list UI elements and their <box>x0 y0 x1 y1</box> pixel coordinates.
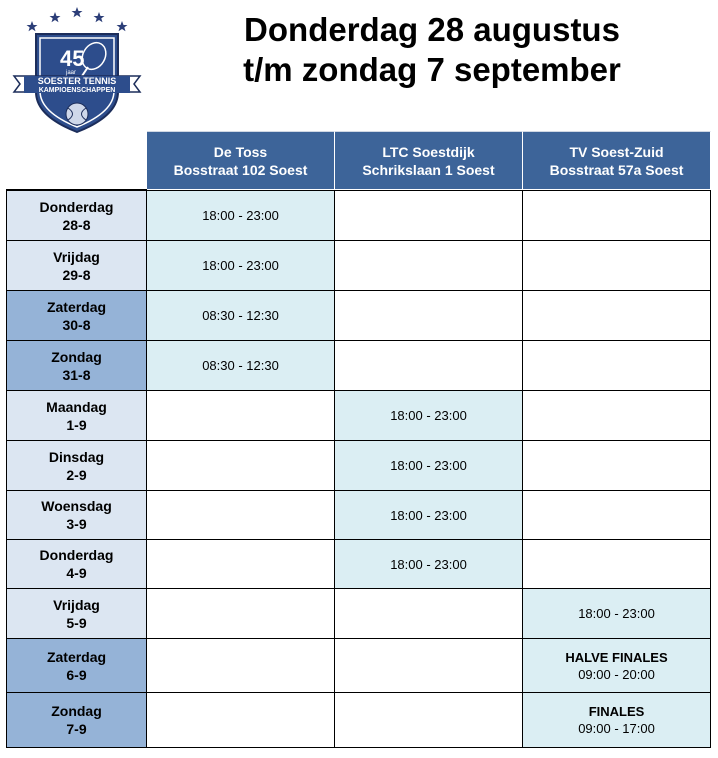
venue-header <box>147 131 335 190</box>
day-date: 30-8 <box>62 316 91 333</box>
empty-cell <box>523 491 711 540</box>
empty-cell <box>147 639 335 693</box>
venue-header <box>523 131 711 190</box>
day-name: Zondag <box>51 703 102 719</box>
day-name: Zaterdag <box>46 648 107 665</box>
empty-cell <box>335 693 523 748</box>
day-name: Woensdag <box>41 498 112 514</box>
day-date: 7-9 <box>66 721 87 737</box>
day-name: Vrijdag <box>53 248 100 265</box>
table-row <box>6 391 711 441</box>
day-date: 1-9 <box>66 416 87 433</box>
table-row <box>6 190 711 241</box>
empty-cell <box>147 693 335 748</box>
time-slot-cell <box>335 441 523 491</box>
time-range: 09:00 - 17:00 <box>578 721 655 736</box>
time-slot-cell <box>147 291 335 341</box>
day-date: 31-8 <box>62 366 91 383</box>
time-slot-cell <box>523 639 711 693</box>
empty-cell <box>523 341 711 391</box>
time-slot-cell <box>335 391 523 441</box>
empty-cell <box>523 291 711 341</box>
time-range: 08:30 - 12:30 <box>202 308 279 323</box>
empty-cell <box>335 341 523 391</box>
day-cell <box>6 491 147 540</box>
day-name: Dinsdag <box>48 448 105 465</box>
venue-address: Bosstraat 102 Soest <box>173 161 308 178</box>
day-date: 4-9 <box>66 565 87 581</box>
day-cell <box>6 190 147 241</box>
time-range: 18:00 - 23:00 <box>390 556 467 572</box>
day-name: Vrijdag <box>53 596 100 613</box>
day-cell <box>6 391 147 441</box>
day-date: 3-9 <box>66 516 87 532</box>
time-slot-cell <box>335 491 523 540</box>
time-range: 18:00 - 23:00 <box>202 208 279 223</box>
day-date: 29-8 <box>62 266 91 283</box>
empty-cell <box>147 441 335 491</box>
day-cell <box>6 693 147 748</box>
empty-cell <box>335 639 523 693</box>
time-range: 18:00 - 23:00 <box>390 458 467 473</box>
table-row <box>6 491 711 540</box>
venue-address: Schrikslaan 1 Soest <box>362 161 495 178</box>
svg-text:jaar: jaar <box>66 70 77 76</box>
empty-cell <box>523 241 711 291</box>
venue-name: De Toss <box>213 143 268 160</box>
table-row <box>6 693 711 748</box>
empty-cell <box>523 190 711 241</box>
day-date: 28-8 <box>62 216 91 233</box>
empty-cell <box>147 391 335 441</box>
day-name: Zaterdag <box>46 298 107 315</box>
time-range: 18:00 - 23:00 <box>390 408 467 423</box>
tournament-logo <box>10 4 144 136</box>
day-cell <box>6 441 147 491</box>
title-line-2: t/m zondag 7 september <box>243 51 621 88</box>
empty-cell <box>147 491 335 540</box>
empty-cell <box>523 391 711 441</box>
star-icons <box>27 7 128 31</box>
day-cell <box>6 639 147 693</box>
day-cell <box>6 341 147 391</box>
venue-name: TV Soest-Zuid <box>569 143 664 160</box>
day-name: Maandag <box>46 398 107 415</box>
empty-cell <box>147 589 335 639</box>
time-slot-cell <box>147 241 335 291</box>
page-title <box>152 10 712 90</box>
time-slot-cell <box>523 693 711 748</box>
table-row <box>6 441 711 491</box>
venue-name: LTC Soestdijk <box>382 143 475 160</box>
time-range: 09:00 - 20:00 <box>578 666 655 682</box>
time-range: 18:00 - 23:00 <box>578 606 655 621</box>
day-cell <box>6 241 147 291</box>
table-row <box>6 540 711 589</box>
day-name: Donderdag <box>39 198 114 215</box>
round-label: HALVE FINALES <box>565 649 668 665</box>
time-slot-cell <box>335 540 523 589</box>
empty-cell <box>335 291 523 341</box>
header-corner <box>6 131 147 190</box>
time-range: 18:00 - 23:00 <box>202 258 279 273</box>
time-slot-cell <box>147 190 335 241</box>
day-cell <box>6 589 147 639</box>
table-row <box>6 639 711 693</box>
table-header-row <box>6 131 711 190</box>
empty-cell <box>523 441 711 491</box>
svg-text:SOESTER TENNIS: SOESTER TENNIS <box>37 76 117 86</box>
empty-cell <box>147 540 335 589</box>
day-name: Zondag <box>51 348 102 365</box>
table-row <box>6 341 711 391</box>
empty-cell <box>335 241 523 291</box>
day-date: 5-9 <box>66 614 87 631</box>
table-row <box>6 241 711 291</box>
day-cell <box>6 540 147 589</box>
title-line-1: Donderdag 28 augustus <box>244 11 620 48</box>
time-range: 08:30 - 12:30 <box>202 358 279 373</box>
table-row <box>6 589 711 639</box>
svg-text:45: 45 <box>60 46 85 71</box>
time-slot-cell <box>523 589 711 639</box>
round-label: FINALES <box>588 704 645 719</box>
empty-cell <box>335 190 523 241</box>
time-slot-cell <box>147 341 335 391</box>
venue-address: Bosstraat 57a Soest <box>549 161 684 178</box>
day-date: 6-9 <box>66 666 87 683</box>
venue-header <box>335 131 523 190</box>
svg-text:KAMPIOENSCHAPPEN: KAMPIOENSCHAPPEN <box>38 87 116 94</box>
day-date: 2-9 <box>66 466 87 483</box>
table-row <box>6 291 711 341</box>
empty-cell <box>335 589 523 639</box>
time-range: 18:00 - 23:00 <box>390 507 467 523</box>
day-name: Donderdag <box>39 547 114 563</box>
day-cell <box>6 291 147 341</box>
empty-cell <box>523 540 711 589</box>
